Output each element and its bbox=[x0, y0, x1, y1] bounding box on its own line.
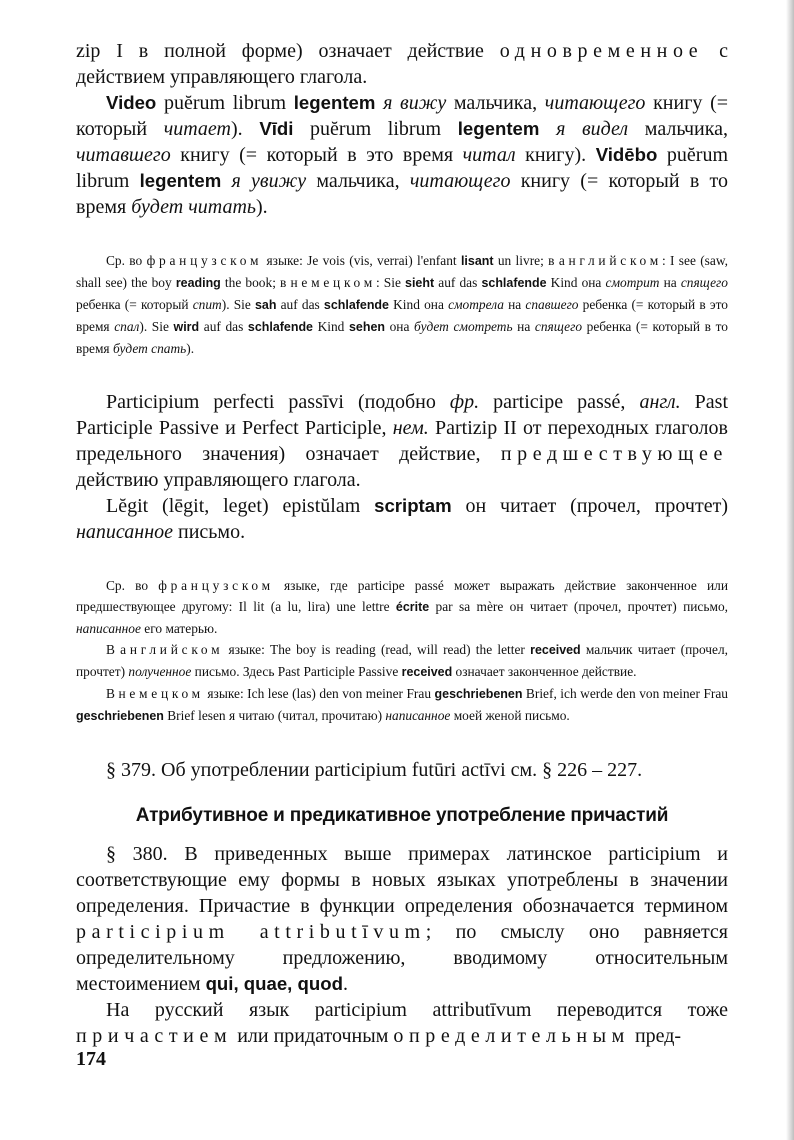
spaced-term: французском bbox=[158, 578, 274, 593]
translation-italic: читающего bbox=[544, 92, 646, 114]
latin-bold: legentem bbox=[139, 170, 222, 191]
text: ребенка (= который в то время bbox=[76, 319, 728, 356]
text: письмо. Здесь Past Participle Passive bbox=[191, 664, 402, 679]
translation-italic: спавшего bbox=[525, 297, 579, 312]
text: Kind bbox=[312, 319, 349, 334]
bold-term: écrite bbox=[395, 600, 430, 614]
text: Partizip II от переходных глаголов предельного значения) означает действие, bbox=[76, 417, 728, 465]
translation-italic: читающего bbox=[409, 170, 511, 192]
spaced-term: причастием bbox=[76, 1025, 233, 1047]
text: Kind она bbox=[546, 275, 606, 290]
bold-term: reading bbox=[175, 276, 221, 290]
text: моей женой письмо. bbox=[450, 708, 570, 723]
spacer bbox=[76, 545, 728, 575]
translation-italic: написанное bbox=[385, 708, 451, 723]
latin-bold: Vidēbo bbox=[595, 144, 658, 165]
bold-term: geschriebenen bbox=[434, 687, 523, 701]
note-french bbox=[76, 575, 728, 639]
text: языке, где participe passé может выражать действие законченное или предшествующее другому: Il lit (a lu, lira) une lettre bbox=[76, 578, 728, 614]
text: : Sie bbox=[375, 275, 406, 290]
section-heading: Атрибутивное и предикативное употребление причастий bbox=[135, 805, 669, 826]
bold-term: lisant bbox=[460, 254, 494, 268]
text: ; по смыслу оно равняется определительному предложению, вводимому относительным местоимением bbox=[76, 921, 728, 995]
translation-italic: полученное bbox=[128, 664, 192, 679]
text: par sa mère он читает (прочел, прочтет) письмо, bbox=[429, 599, 728, 614]
text: participe passé, bbox=[479, 391, 640, 413]
text: действию управляющего глагола. bbox=[76, 469, 361, 491]
text: auf das bbox=[199, 319, 248, 334]
translation-italic: читавшего bbox=[76, 144, 171, 166]
text: языке: Ich lese (las) den von meiner Frau bbox=[203, 686, 435, 701]
spaced-term: английском bbox=[120, 642, 224, 657]
text: мальчика, bbox=[446, 92, 545, 114]
bold-term: received bbox=[530, 643, 581, 657]
text: на bbox=[503, 297, 526, 312]
spaced-term: одновременное bbox=[499, 40, 704, 62]
spaced-term: participium attributīvum bbox=[76, 921, 426, 943]
latin-bold: scriptam bbox=[374, 495, 452, 516]
translation-italic: читает bbox=[163, 118, 231, 140]
text: книгу). bbox=[515, 144, 596, 166]
translation-italic: будет спать bbox=[112, 341, 187, 356]
text bbox=[221, 170, 231, 192]
spaced-term: определительным bbox=[393, 1025, 630, 1047]
text: ребенка (= который в это время bbox=[76, 297, 728, 334]
text: на bbox=[512, 319, 535, 334]
text: его матерью. bbox=[140, 621, 218, 636]
note-english bbox=[76, 639, 728, 683]
text: Participium perfecti passīvi (подобно bbox=[106, 391, 450, 413]
text: он читает (прочел, прочтет) bbox=[451, 495, 728, 517]
paragraph-examples-video bbox=[76, 90, 728, 220]
spacer bbox=[76, 359, 728, 389]
text: На русский язык participium attributīvum переводится тоже bbox=[106, 999, 728, 1021]
text: письмо. bbox=[173, 521, 246, 543]
text bbox=[375, 92, 383, 114]
translation-italic: спал bbox=[114, 319, 140, 334]
page-edge-shadow bbox=[786, 0, 794, 1140]
text: auf das bbox=[276, 297, 324, 312]
text: она bbox=[384, 319, 415, 334]
latin-bold: legentem bbox=[457, 118, 540, 139]
text: ). Sie bbox=[139, 319, 174, 334]
latin-bold: Vīdi bbox=[259, 118, 294, 139]
paragraph-legit-example bbox=[76, 493, 728, 545]
translation-italic: спящего bbox=[680, 275, 728, 290]
text: пред- bbox=[629, 1025, 682, 1047]
paragraph-380 bbox=[76, 841, 728, 997]
translation-italic: написанное bbox=[76, 521, 174, 543]
bold-term: schlafende bbox=[481, 276, 547, 290]
text: zip I в полной форме) означает действие bbox=[76, 40, 500, 62]
abbrev-italic: нем. bbox=[392, 417, 429, 439]
spacer bbox=[76, 220, 728, 250]
text: : I see (saw, shall see) the boy bbox=[76, 253, 728, 290]
text: auf das bbox=[434, 275, 482, 290]
spaced-term: английском bbox=[558, 253, 662, 268]
translation-italic: будет читать bbox=[131, 196, 256, 218]
text: ). bbox=[186, 341, 195, 356]
text: мальчика, bbox=[306, 170, 410, 192]
translation-italic: смотрела bbox=[448, 297, 504, 312]
text: puĕrum librum bbox=[76, 144, 728, 192]
translation-italic: я видел bbox=[556, 118, 629, 140]
bold-term: qui, quae, quod bbox=[205, 973, 343, 994]
text: the book; в bbox=[220, 275, 291, 290]
text: В bbox=[106, 642, 121, 657]
translation-italic: смотрит bbox=[605, 275, 660, 290]
spaced-term: немецком bbox=[118, 686, 204, 701]
spacer bbox=[76, 783, 728, 805]
text: § 380. В приведенных выше примерах латинское participium и соответствующие ему формы в новых языках употреблены в значении определения. Причастие в функции определения обозначается термином bbox=[76, 843, 728, 917]
translation-italic: спит bbox=[192, 297, 222, 312]
abbrev-italic: англ. bbox=[639, 391, 681, 413]
text: ребенка (= который bbox=[76, 297, 193, 312]
text: на bbox=[659, 275, 681, 290]
text: мальчика, bbox=[628, 118, 729, 140]
translation-italic: написанное bbox=[76, 621, 141, 636]
text: ). bbox=[256, 196, 268, 218]
text bbox=[539, 118, 556, 140]
text: Ср. во bbox=[106, 253, 147, 268]
latin-bold: Video bbox=[106, 92, 157, 113]
translation-italic: читал bbox=[462, 144, 516, 166]
text: книгу (= который в то время bbox=[76, 170, 728, 218]
text: книгу (= который в это время bbox=[170, 144, 463, 166]
text: книгу (= который bbox=[76, 92, 729, 140]
translation-italic: я увижу bbox=[231, 170, 307, 192]
text: Brief, ich werde den von meiner Frau bbox=[522, 686, 729, 701]
text: un livre; в bbox=[493, 253, 559, 268]
bold-term: sieht bbox=[405, 276, 435, 290]
bold-term: schlafende bbox=[247, 320, 313, 334]
text: puĕrum librum bbox=[293, 118, 458, 140]
text: или придаточным bbox=[232, 1025, 394, 1047]
spaced-term: предшествующее bbox=[500, 443, 728, 465]
text: Brief lesen я читаю (читал, прочитаю) bbox=[163, 708, 386, 723]
bold-term: schlafende bbox=[323, 298, 389, 312]
text: означает законченное действие. bbox=[452, 664, 637, 679]
translation-italic: будет смотреть bbox=[414, 319, 513, 334]
text: puĕrum librum bbox=[156, 92, 294, 114]
note-comparison-languages bbox=[76, 250, 728, 359]
spacer bbox=[76, 827, 728, 841]
translation-italic: я вижу bbox=[383, 92, 447, 114]
text: В bbox=[106, 686, 119, 701]
text: Past Participle Passive и Perfect Participle, bbox=[76, 391, 729, 439]
section-379: § 379. Об употреблении participium futūri actīvi см. § 226 – 227. bbox=[106, 759, 643, 781]
bold-term: received bbox=[401, 665, 453, 679]
text: языке: Je vois (vis, verrai) l'enfant bbox=[262, 253, 461, 268]
text: мальчик читает (прочел, прочтет) bbox=[76, 642, 729, 679]
spaced-term: французском bbox=[146, 253, 263, 268]
paragraph-simultaneous bbox=[76, 38, 728, 90]
bold-term: geschriebenen bbox=[76, 709, 164, 723]
note-german bbox=[76, 683, 728, 727]
text: Kind она bbox=[388, 297, 449, 312]
bold-term: sehen bbox=[348, 320, 385, 334]
spacer bbox=[76, 727, 728, 757]
latin-bold: legentem bbox=[293, 92, 376, 113]
abbrev-italic: фр. bbox=[449, 391, 480, 413]
text: . bbox=[342, 973, 348, 995]
text: Ср. во bbox=[106, 578, 159, 593]
paragraph-translation bbox=[76, 997, 728, 1049]
text: Lĕgit (lēgit, leget) epistŭlam bbox=[106, 495, 375, 517]
bold-term: sah bbox=[254, 298, 277, 312]
text: с действием управляющего глагола. bbox=[76, 40, 728, 88]
text: языке: The boy is reading (read, will read) the letter bbox=[223, 642, 531, 657]
text: ). Sie bbox=[221, 297, 255, 312]
page-number: 174 bbox=[76, 1048, 106, 1070]
translation-italic: спящего bbox=[534, 319, 583, 334]
spaced-term: немецком bbox=[290, 275, 376, 290]
bold-term: wird bbox=[173, 320, 200, 334]
book-page bbox=[76, 38, 728, 1049]
text: ). bbox=[231, 118, 260, 140]
paragraph-participium-perfecti bbox=[76, 389, 728, 493]
